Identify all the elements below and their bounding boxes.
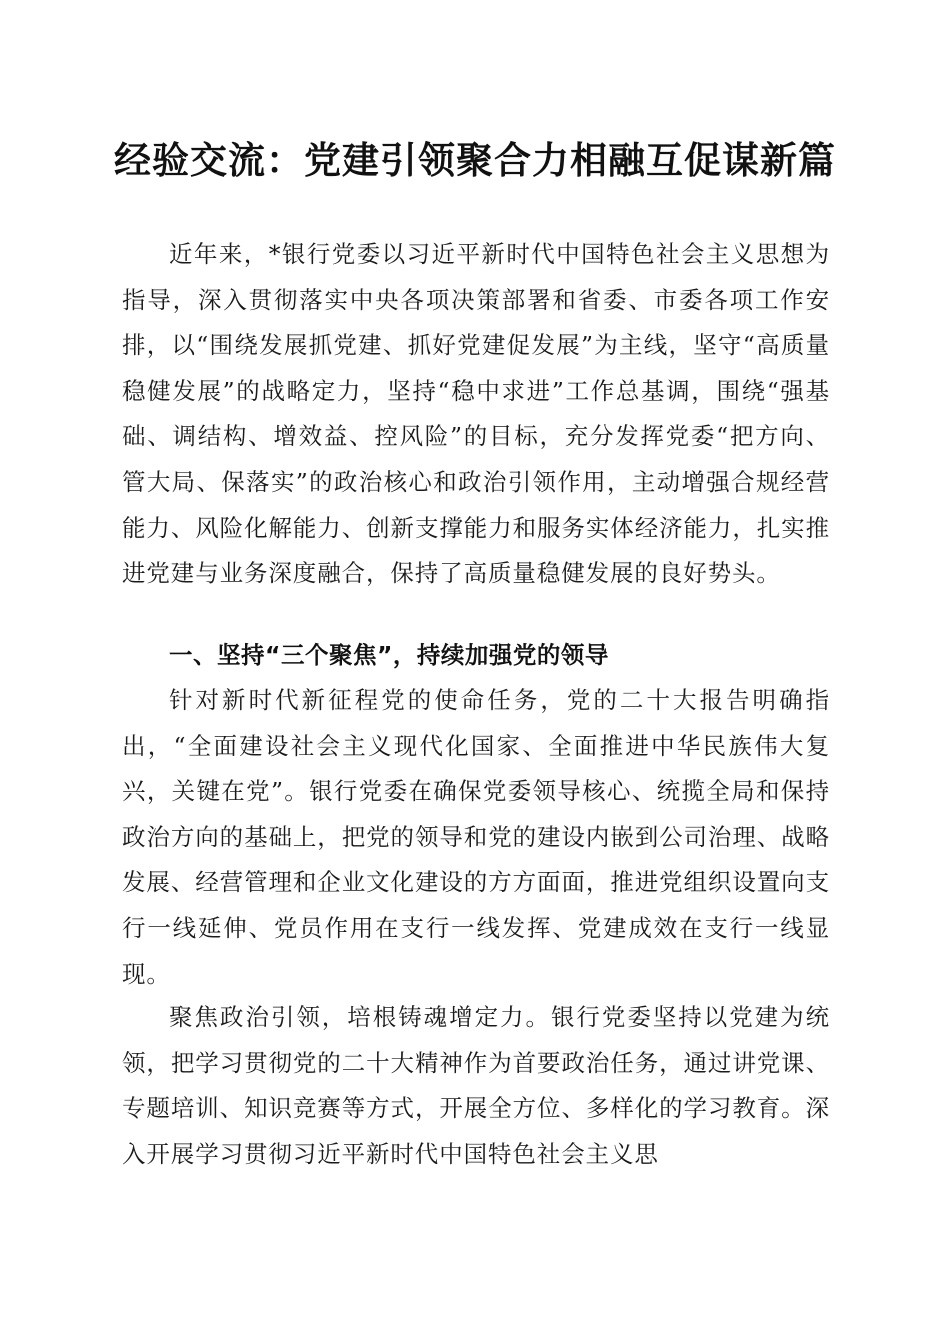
body-paragraph: 针对新时代新征程党的使命任务，党的二十大报告明确指出，“全面建设社会主义现代化国家、全面推进中华民族伟大复兴，关键在党”。银行党委在确保党委领导核心、统揽全局和保持政治方向的基础上，把党的领导和党的建设内嵌到公司治理、战略发展、经营管理和企业文化建设的方方面面，推进党组织设置向支行一线延伸、党员作用在支行一线发挥、党建成效在支行一线显现。 <box>122 686 830 988</box>
document-title: 经验交流：党建引领聚合力相融互促谋新篇 <box>114 138 836 182</box>
section-heading: 一、坚持“三个聚焦”，持续加强党的领导 <box>169 641 609 669</box>
body-paragraph: 聚焦政治引领，培根铸魂增定力。银行党委坚持以党建为统领，把学习贯彻党的二十大精神作为首要政治任务，通过讲党课、专题培训、知识竞赛等方式，开展全方位、多样化的学习教育。深入开展学习贯彻习近平新时代中国特色社会主义思 <box>122 1003 830 1168</box>
intro-paragraph: 近年来，*银行党委以习近平新时代中国特色社会主义思想为指导，深入贯彻落实中央各项决策部署和省委、市委各项工作安排，以“围绕发展抓党建、抓好党建促发展”为主线，坚守“高质量稳健发展”的战略定力，坚持“稳中求进”工作总基调，围绕“强基础、调结构、增效益、控风险”的目标，充分发挥党委“把方向、管大局、保落实”的政治核心和政治引领作用，主动增强合规经营能力、风险化解能力、创新支撑能力和服务实体经济能力，扎实推进党建与业务深度融合，保持了高质量稳健发展的良好势头。 <box>122 240 830 588</box>
